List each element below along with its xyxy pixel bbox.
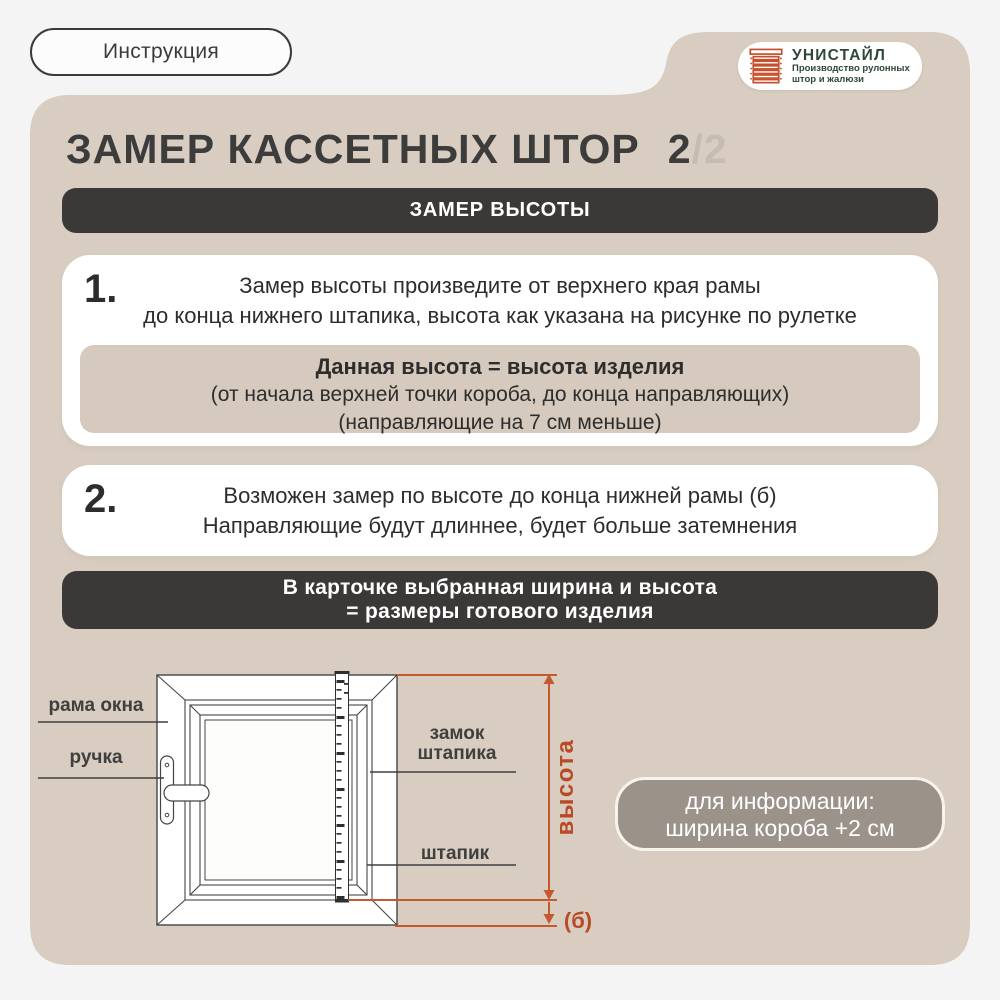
brand-name: УНИСТАЙЛ [792,47,887,64]
label-height: высота [552,738,579,836]
label-bead-lock-line2: штапика [417,743,497,764]
label-window-frame: рама окна [48,695,144,716]
step-1-text-line1: Замер высоты произведите от верхнего края рамы [239,273,761,298]
section-banner-label: ЗАМЕР ВЫСОТЫ [409,199,591,221]
label-b-mark: (б) [563,908,593,933]
blinds-logo-icon [749,48,783,84]
instruction-badge [30,28,292,76]
info-box-line2: ширина короба +2 см [665,815,895,841]
label-bead: штапик [420,843,490,864]
step-2-text-line2: Направляющие будут длиннее, будет больше затемнения [202,513,798,538]
page-number-divider: / [691,126,704,172]
b-dimension-arrow [395,902,557,926]
instruction-badge-label: Инструкция [102,40,220,63]
step-2-text-line1: Возможен замер по высоте до конца нижней рамы (б) [223,483,777,508]
brand-tagline-line1: Производство рулонных [792,63,910,74]
step-1-number: 1. [84,267,118,311]
step-1-text-line2: до конца нижнего штапика, высота как указана на рисунке по рулетке [143,303,857,328]
result-banner-line2: = размеры готового изделия [346,600,654,623]
step-2-number: 2. [84,477,118,521]
step-1-note-box [80,345,920,433]
page-number-current: 2 [667,126,692,172]
info-box-line1: для информации: [685,788,875,814]
brand-logo [738,42,922,90]
note-line2: (от начала верхней точки короба, до конца направляющих) [210,383,790,406]
label-handle: ручка [69,747,123,768]
step-2-card [62,465,938,556]
brand-tagline-line2: штор и жалюзи [792,73,865,85]
section-banner-height [62,188,938,233]
result-banner [62,571,938,629]
label-bead-lock-line1: замок [429,723,485,744]
note-line3: (направляющие на 7 см меньше) [338,411,662,434]
page-number-total: 2 [703,126,728,172]
result-banner-line1: В карточке выбранная ширина и высота [282,576,718,599]
page-title-row [66,126,946,173]
step-1-card [62,255,938,446]
window-measurement-diagram [0,648,660,970]
page-title: ЗАМЕР КАССЕТНЫХ ШТОР [66,126,640,172]
measuring-tape [335,671,350,902]
note-bold-line: Данная высота = высота изделия [315,354,685,379]
info-box [615,777,945,851]
